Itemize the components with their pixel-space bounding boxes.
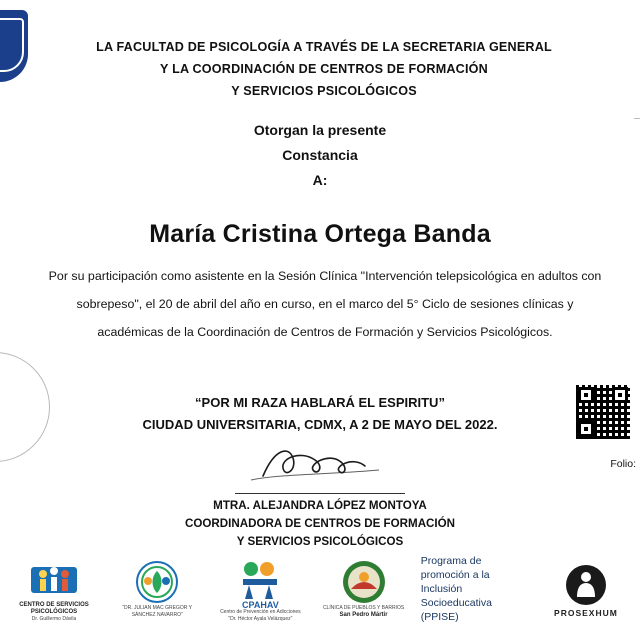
signer-role-line-1: COORDINADORA DE CENTROS DE FORMACIÓN <box>184 517 456 530</box>
logo-san-pedro-martir <box>318 559 410 619</box>
cepus-line-1: “DR. JULIAN MAC GREGOR Y <box>122 605 192 611</box>
spm-line-1: CLÍNICA DE PUEBLOS Y BARRIOS <box>322 605 405 611</box>
logo-cepus <box>111 559 203 619</box>
signature-block <box>0 440 640 500</box>
logo-prosexhum <box>540 562 632 617</box>
handwritten-signature-icon <box>245 440 395 486</box>
recipient-name: María Cristina Ortega Banda <box>149 220 491 248</box>
folio-label: Folio: <box>610 458 636 470</box>
prosexhum-icon <box>540 562 632 608</box>
motto-line: “POR MI RAZA HABLARÁ EL ESPIRITU” <box>195 395 445 410</box>
csp-icon <box>8 556 100 602</box>
qr-finder-top-left <box>578 387 594 403</box>
motto-and-date <box>0 392 640 436</box>
place-date-line: CIUDAD UNIVERSITARIA, CDMX, A 2 DE MAYO DEL 2022. <box>142 417 498 432</box>
logo-cpahav <box>214 556 306 623</box>
cepus-icon <box>111 559 203 605</box>
document-header <box>48 36 600 102</box>
ppise-line-5: (PPISE) <box>420 611 459 623</box>
qr-finder-top-right <box>612 387 628 403</box>
logo-ppise <box>421 554 529 624</box>
qr-code[interactable] <box>574 383 632 441</box>
footer-logo-strip <box>0 544 640 640</box>
cpahav-icon <box>214 556 306 602</box>
header-line-2: Y LA COORDINACIÓN DE CENTROS DE FORMACIÓN <box>160 62 488 76</box>
signer-role-line-2: Y SERVICIOS PSICOLÓGICOS <box>236 535 404 548</box>
signer-name: MTRA. ALEJANDRA LÓPEZ MONTOYA <box>213 499 427 512</box>
signer-details <box>0 497 640 551</box>
prosexhum-line-1: PROSEXHUM <box>554 607 618 618</box>
spm-line-2: San Pedro Mártir <box>339 612 388 618</box>
grant-line-2: Constancia <box>282 147 358 163</box>
unam-shield-icon <box>0 10 28 82</box>
ppise-line-1: Programa de <box>420 555 482 567</box>
certificate-body-text: Por su participación como asistente en la Sesión Clínica "Intervención telepsicológica en adultos con sobrepeso", el 20 de abril del año en curso, en el marco del 5° Ciclo de sesiones clínicas y académicas de la Coordinación de Centros de Formación y Servicios Psicológicos. <box>48 269 602 339</box>
ppise-line-2: promoción a la <box>420 569 490 581</box>
cepus-line-2: SÁNCHEZ NAVARRO” <box>131 612 183 618</box>
unam-emblem <box>0 10 38 115</box>
grant-line-3: A: <box>312 172 328 188</box>
grant-statement <box>0 118 640 193</box>
csp-line-3: Dr. Guillermo Dávila <box>31 615 77 622</box>
qr-finder-bottom-left <box>578 421 594 437</box>
csp-line-1: CENTRO DE SERVICIOS <box>19 601 89 608</box>
cpahav-line-2: Centro de Prevención en Adicciones <box>220 608 301 615</box>
cpahav-line-1: CPAHAV <box>242 599 279 610</box>
cpahav-line-3: "Dr. Héctor Ayala Velázquez" <box>228 615 293 622</box>
header-line-3: Y SERVICIOS PSICOLÓGICOS <box>231 84 417 98</box>
san-pedro-martir-icon <box>318 559 410 605</box>
csp-line-2: PSICOLÓGICOS <box>30 608 78 615</box>
logo-centro-servicios-psicologicos <box>8 556 100 623</box>
signature-rule <box>235 493 405 494</box>
ppise-line-4: Socioeducativa <box>420 597 492 609</box>
header-line-1: LA FACULTAD DE PSICOLOGÍA A TRAVÉS DE LA SECRETARIA GENERAL <box>96 40 552 54</box>
grant-line-1: Otorgan la presente <box>253 122 387 138</box>
ppise-line-3: Inclusión <box>420 583 463 595</box>
